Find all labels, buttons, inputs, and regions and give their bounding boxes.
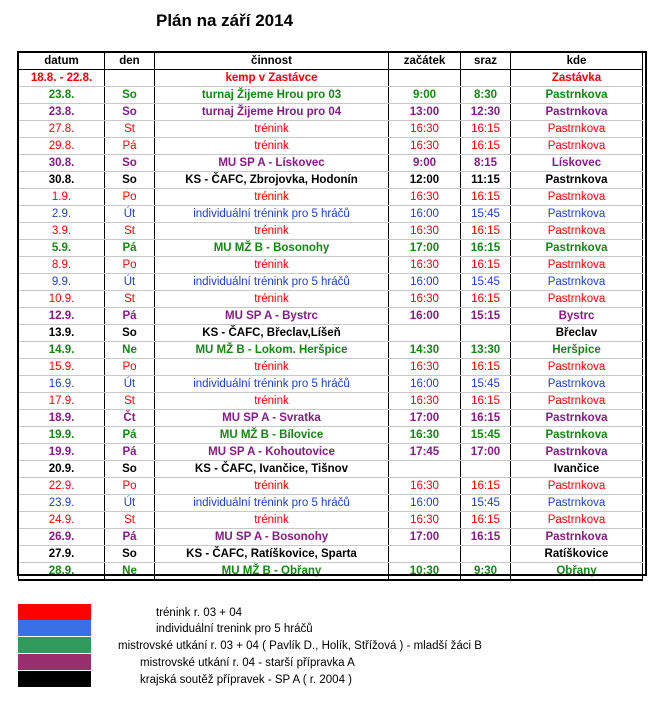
cell-sraz: 16:15 <box>461 240 511 257</box>
table-row <box>19 257 643 274</box>
cell-datum: 13.9. <box>19 325 105 342</box>
cell-zacatek: 16:00 <box>389 308 461 325</box>
cell-zacatek <box>389 461 461 478</box>
cell-cinnost: KS - ČAFC, Ivančice, Tišnov <box>155 461 389 478</box>
column-header-datum: datum <box>19 53 105 70</box>
cell-den: Pá <box>105 240 155 257</box>
cell-den: Po <box>105 359 155 376</box>
cell-zacatek: 17:00 <box>389 529 461 546</box>
table-row <box>19 206 643 223</box>
cell-datum: 16.9. <box>19 376 105 393</box>
cell-kde: Pastrnkova <box>511 87 643 104</box>
cell-den: St <box>105 393 155 410</box>
legend-label: trénink r. 03 + 04 <box>156 607 242 619</box>
cell-kde: Pastrnkova <box>511 529 643 546</box>
cell-kde: Pastrnkova <box>511 138 643 155</box>
cell-kde: Pastrnkova <box>511 104 643 121</box>
cell-den: Pá <box>105 444 155 461</box>
cell-datum: 10.9. <box>19 291 105 308</box>
cell-sraz <box>461 325 511 342</box>
cell-den: Út <box>105 274 155 291</box>
cell-kde: Pastrnkova <box>511 121 643 138</box>
cell-den: St <box>105 223 155 240</box>
cell-kde: Pastrnkova <box>511 257 643 274</box>
cell-sraz: 16:15 <box>461 189 511 206</box>
page-title: Plán na září 2014 <box>156 11 294 30</box>
cell-zacatek: 16:30 <box>389 512 461 529</box>
cell-sraz <box>461 70 511 87</box>
cell-sraz: 16:15 <box>461 529 511 546</box>
cell-zacatek: 16:30 <box>389 291 461 308</box>
cell-den: Pá <box>105 427 155 444</box>
cell-den: Út <box>105 376 155 393</box>
cell-zacatek: 9:00 <box>389 155 461 172</box>
cell-datum: 18.8. - 22.8. <box>19 70 105 87</box>
cell-kde: Zastávka <box>511 70 643 87</box>
cell-sraz: 15:45 <box>461 427 511 444</box>
table-row <box>19 138 643 155</box>
cell-cinnost: MU SP A - Bosonohy <box>155 529 389 546</box>
cell-sraz: 16:15 <box>461 512 511 529</box>
cell-den: Po <box>105 257 155 274</box>
cell-den: Ne <box>105 342 155 359</box>
cell-cinnost: trénink <box>155 138 389 155</box>
cell-cinnost: MU SP A - Bystrc <box>155 308 389 325</box>
cell-datum: 9.9. <box>19 274 105 291</box>
cell-cinnost: MU MŽ B - Lokom. Heršpice <box>155 342 389 359</box>
cell-sraz <box>461 461 511 478</box>
table-row <box>19 546 643 563</box>
table-row <box>19 308 643 325</box>
table-row <box>19 563 643 581</box>
cell-den: So <box>105 325 155 342</box>
table-row <box>19 427 643 444</box>
cell-cinnost: MU SP A - Lískovec <box>155 155 389 172</box>
cell-den: Ne <box>105 563 155 581</box>
cell-sraz: 15:45 <box>461 274 511 291</box>
cell-cinnost: MU SP A - Svratka <box>155 410 389 427</box>
cell-sraz: 16:15 <box>461 223 511 240</box>
cell-sraz: 16:15 <box>461 138 511 155</box>
table-row <box>19 410 643 427</box>
cell-datum: 18.9. <box>19 410 105 427</box>
cell-datum: 2.9. <box>19 206 105 223</box>
cell-den: St <box>105 512 155 529</box>
cell-zacatek: 16:00 <box>389 495 461 512</box>
legend-swatch <box>18 654 91 670</box>
table-row <box>19 274 643 291</box>
cell-datum: 23.8. <box>19 87 105 104</box>
cell-kde: Heršpice <box>511 342 643 359</box>
cell-zacatek: 16:30 <box>389 359 461 376</box>
cell-zacatek: 10:30 <box>389 563 461 581</box>
table-row <box>19 87 643 104</box>
cell-datum: 29.8. <box>19 138 105 155</box>
cell-zacatek: 14:30 <box>389 342 461 359</box>
schedule-table <box>18 52 643 581</box>
cell-datum: 23.9. <box>19 495 105 512</box>
cell-datum: 30.8. <box>19 172 105 189</box>
column-header-kde: kde <box>511 53 643 70</box>
cell-datum: 24.9. <box>19 512 105 529</box>
cell-kde: Pastrnkova <box>511 274 643 291</box>
cell-kde: Pastrnkova <box>511 427 643 444</box>
legend-label: mistrovské utkání r. 03 + 04 ( Pavlík D., Holík, Střížová ) - mladší žáci B <box>118 640 482 652</box>
cell-sraz: 16:15 <box>461 359 511 376</box>
cell-cinnost: trénink <box>155 257 389 274</box>
cell-cinnost: MU SP A - Kohoutovice <box>155 444 389 461</box>
cell-kde: Pastrnkova <box>511 444 643 461</box>
cell-cinnost: MU MŽ B - Bílovice <box>155 427 389 444</box>
cell-zacatek <box>389 546 461 563</box>
cell-cinnost: trénink <box>155 121 389 138</box>
cell-datum: 12.9. <box>19 308 105 325</box>
cell-den: Po <box>105 478 155 495</box>
cell-datum: 15.9. <box>19 359 105 376</box>
cell-zacatek: 16:30 <box>389 478 461 495</box>
cell-kde: Pastrnkova <box>511 376 643 393</box>
cell-den: So <box>105 546 155 563</box>
schedule-body <box>19 70 643 581</box>
cell-kde: Ratíškovice <box>511 546 643 563</box>
table-header-row <box>19 53 643 70</box>
cell-zacatek: 17:00 <box>389 410 461 427</box>
cell-datum: 3.9. <box>19 223 105 240</box>
cell-cinnost: MU MŽ B - Obřany <box>155 563 389 581</box>
cell-datum: 19.9. <box>19 444 105 461</box>
table-row <box>19 529 643 546</box>
cell-zacatek: 16:00 <box>389 274 461 291</box>
column-header-sraz: sraz <box>461 53 511 70</box>
cell-datum: 17.9. <box>19 393 105 410</box>
cell-zacatek <box>389 325 461 342</box>
cell-kde: Ivančice <box>511 461 643 478</box>
cell-zacatek: 16:00 <box>389 206 461 223</box>
cell-datum: 14.9. <box>19 342 105 359</box>
cell-den: So <box>105 172 155 189</box>
cell-datum: 30.8. <box>19 155 105 172</box>
cell-datum: 23.8. <box>19 104 105 121</box>
column-header-den: den <box>105 53 155 70</box>
cell-kde: Pastrnkova <box>511 512 643 529</box>
table-row <box>19 240 643 257</box>
cell-cinnost: KS - ČAFC, Zbrojovka, Hodonín <box>155 172 389 189</box>
cell-cinnost: trénink <box>155 478 389 495</box>
cell-datum: 22.9. <box>19 478 105 495</box>
cell-datum: 27.9. <box>19 546 105 563</box>
cell-sraz: 8:15 <box>461 155 511 172</box>
table-row <box>19 325 643 342</box>
cell-kde: Lískovec <box>511 155 643 172</box>
cell-kde: Pastrnkova <box>511 206 643 223</box>
cell-kde: Pastrnkova <box>511 410 643 427</box>
table-row <box>19 172 643 189</box>
cell-den: Út <box>105 495 155 512</box>
cell-cinnost: turnaj Žijeme Hrou pro 03 <box>155 87 389 104</box>
cell-cinnost: trénink <box>155 359 389 376</box>
cell-sraz: 15:45 <box>461 206 511 223</box>
cell-den: Po <box>105 189 155 206</box>
cell-cinnost: KS - ČAFC, Břeclav,Líšeň <box>155 325 389 342</box>
table-row <box>19 291 643 308</box>
cell-cinnost: individuální trénink pro 5 hráčů <box>155 495 389 512</box>
cell-cinnost: kemp v Zastávce <box>155 70 389 87</box>
cell-cinnost: individuální trénink pro 5 hráčů <box>155 274 389 291</box>
cell-sraz: 16:15 <box>461 257 511 274</box>
cell-den: Pá <box>105 529 155 546</box>
cell-kde: Pastrnkova <box>511 240 643 257</box>
cell-datum: 28.9. <box>19 563 105 581</box>
cell-zacatek: 16:00 <box>389 376 461 393</box>
legend-label: mistrovské utkání r. 04 - starší přípravka A <box>140 657 355 669</box>
table-row <box>19 155 643 172</box>
cell-cinnost: individuální trénink pro 5 hráčů <box>155 206 389 223</box>
cell-kde: Pastrnkova <box>511 291 643 308</box>
legend-label: krajská soutěž přípravek - SP A ( r. 2004 ) <box>140 674 352 686</box>
cell-datum: 20.9. <box>19 461 105 478</box>
cell-cinnost: trénink <box>155 189 389 206</box>
cell-datum: 1.9. <box>19 189 105 206</box>
cell-kde: Pastrnkova <box>511 393 643 410</box>
cell-sraz: 16:15 <box>461 121 511 138</box>
cell-sraz: 15:45 <box>461 376 511 393</box>
cell-sraz: 9:30 <box>461 563 511 581</box>
cell-cinnost: individuální trénink pro 5 hráčů <box>155 376 389 393</box>
cell-datum: 5.9. <box>19 240 105 257</box>
cell-zacatek: 13:00 <box>389 104 461 121</box>
cell-zacatek: 17:45 <box>389 444 461 461</box>
cell-datum: 27.8. <box>19 121 105 138</box>
table-row <box>19 376 643 393</box>
cell-sraz: 13:30 <box>461 342 511 359</box>
cell-den <box>105 70 155 87</box>
table-row <box>19 121 643 138</box>
cell-den: St <box>105 291 155 308</box>
cell-zacatek: 12:00 <box>389 172 461 189</box>
legend-label: individuální trenink pro 5 hráčů <box>156 623 313 635</box>
legend-swatch <box>18 671 91 687</box>
cell-cinnost: trénink <box>155 393 389 410</box>
legend-swatch <box>18 637 91 653</box>
table-row <box>19 342 643 359</box>
cell-zacatek: 16:30 <box>389 393 461 410</box>
cell-cinnost: MU MŽ B - Bosonohy <box>155 240 389 257</box>
cell-zacatek: 16:30 <box>389 121 461 138</box>
cell-sraz: 15:15 <box>461 308 511 325</box>
cell-kde: Pastrnkova <box>511 495 643 512</box>
cell-datum: 8.9. <box>19 257 105 274</box>
legend-swatch <box>18 604 91 620</box>
cell-cinnost: trénink <box>155 512 389 529</box>
column-header-cinnost: činnost <box>155 53 389 70</box>
cell-sraz: 12:30 <box>461 104 511 121</box>
cell-sraz: 16:15 <box>461 291 511 308</box>
cell-kde: Břeclav <box>511 325 643 342</box>
cell-datum: 26.9. <box>19 529 105 546</box>
table-row <box>19 461 643 478</box>
cell-zacatek <box>389 70 461 87</box>
cell-kde: Pastrnkova <box>511 223 643 240</box>
cell-zacatek: 16:30 <box>389 427 461 444</box>
cell-zacatek: 17:00 <box>389 240 461 257</box>
cell-cinnost: turnaj Žijeme Hrou pro 04 <box>155 104 389 121</box>
cell-cinnost: KS - ČAFC, Ratíškovice, Sparta <box>155 546 389 563</box>
cell-sraz: 11:15 <box>461 172 511 189</box>
table-row <box>19 70 643 87</box>
cell-den: So <box>105 104 155 121</box>
cell-den: So <box>105 155 155 172</box>
legend-swatch <box>18 620 91 636</box>
column-header-zacatek: začátek <box>389 53 461 70</box>
cell-zacatek: 16:30 <box>389 257 461 274</box>
cell-den: Čt <box>105 410 155 427</box>
table-row <box>19 393 643 410</box>
cell-kde: Bystrc <box>511 308 643 325</box>
table-row <box>19 359 643 376</box>
cell-zacatek: 16:30 <box>389 223 461 240</box>
cell-sraz: 15:45 <box>461 495 511 512</box>
cell-sraz: 8:30 <box>461 87 511 104</box>
cell-kde: Obřany <box>511 563 643 581</box>
table-row <box>19 223 643 240</box>
cell-sraz: 16:15 <box>461 478 511 495</box>
table-row <box>19 495 643 512</box>
table-row <box>19 512 643 529</box>
cell-kde: Pastrnkova <box>511 189 643 206</box>
cell-zacatek: 16:30 <box>389 138 461 155</box>
table-row <box>19 444 643 461</box>
cell-kde: Pastrnkova <box>511 172 643 189</box>
cell-den: Pá <box>105 138 155 155</box>
cell-cinnost: trénink <box>155 223 389 240</box>
cell-den: Út <box>105 206 155 223</box>
cell-sraz: 17:00 <box>461 444 511 461</box>
cell-den: So <box>105 87 155 104</box>
table-row <box>19 189 643 206</box>
cell-cinnost: trénink <box>155 291 389 308</box>
table-row <box>19 478 643 495</box>
cell-den: Pá <box>105 308 155 325</box>
cell-zacatek: 16:30 <box>389 189 461 206</box>
cell-sraz: 16:15 <box>461 410 511 427</box>
cell-sraz: 16:15 <box>461 393 511 410</box>
cell-kde: Pastrnkova <box>511 359 643 376</box>
cell-zacatek: 9:00 <box>389 87 461 104</box>
cell-datum: 19.9. <box>19 427 105 444</box>
cell-den: St <box>105 121 155 138</box>
cell-den: So <box>105 461 155 478</box>
table-row <box>19 104 643 121</box>
cell-sraz <box>461 546 511 563</box>
cell-kde: Pastrnkova <box>511 478 643 495</box>
